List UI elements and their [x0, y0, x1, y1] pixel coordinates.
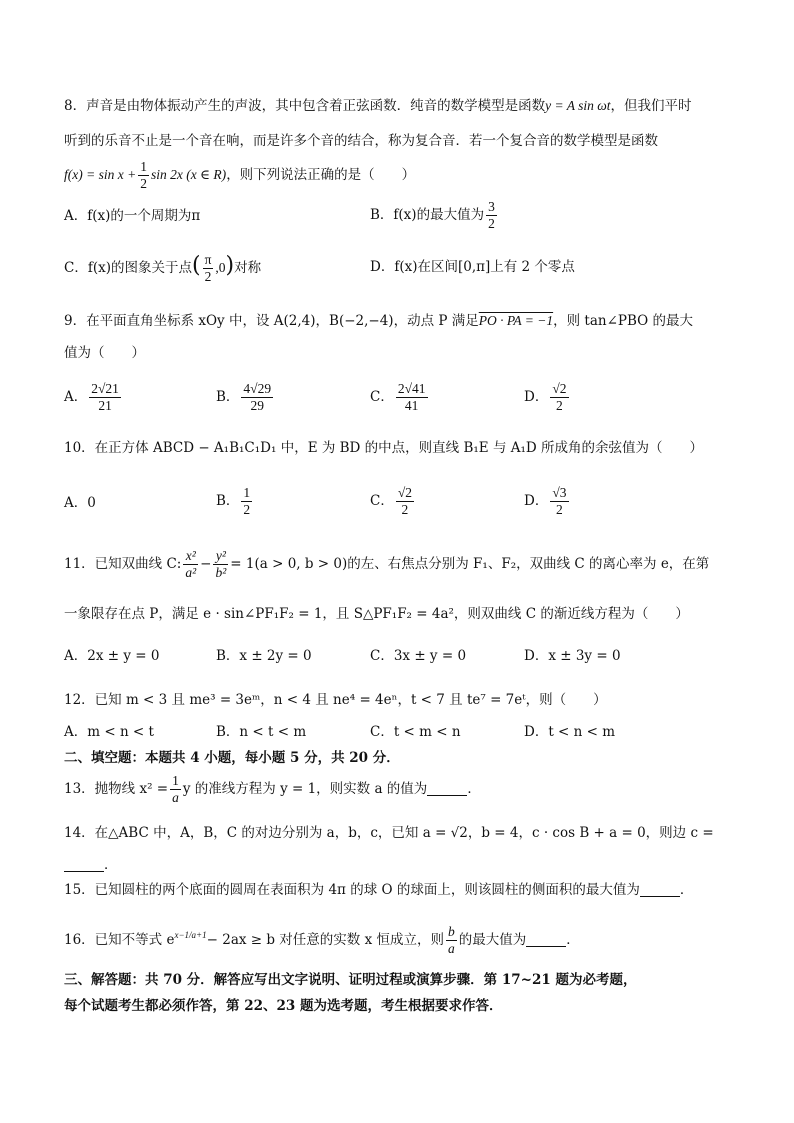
- q8-formula: y = A sin ωt: [545, 98, 611, 113]
- q9-option-a: A． $\frac{2√21}{21}$: [64, 381, 119, 413]
- q11-line2: 一象限存在点 P，满足 e · sin∠PF₁F₂ = 1，且 S△PF₁F₂ = 4a²，则双曲线 C 的渐近线方程为（ ）: [64, 606, 689, 622]
- q8-line1: 8．声音是由物体振动产生的声波，其中包含着正弦函数．纯音的数学模型是函数y = A sin ωt，但我们平时: [64, 98, 692, 114]
- q12-option-b: B．n < t < m: [216, 724, 307, 740]
- q12-option-d: D．t < n < m: [524, 724, 616, 740]
- answer-blank[interactable]: [427, 781, 467, 796]
- fraction: $\frac{1}{2}$: [140, 159, 147, 191]
- answer-blank[interactable]: [640, 882, 680, 897]
- q8-line2: 听到的乐音不止是一个音在响，而是许多个音的结合，称为复合音．若一个复合音的数学模型是函数: [64, 133, 658, 149]
- answer-blank[interactable]: [526, 932, 566, 947]
- q12-option-c: C．t < m < n: [370, 724, 461, 740]
- q14-line2: ．: [64, 855, 118, 875]
- q11-option-b: B．x ± 2y = 0: [216, 648, 312, 664]
- q14-line1: 14．在△ABC 中，A，B，C 的对边分别为 a，b，c，已知 a = √2，b = 4，c · cos B + a = 0，则边 c =: [64, 825, 714, 841]
- q9-option-b: B． $\frac{4√29}{29}$: [216, 381, 272, 413]
- section-3-heading-line2: 每个试题考生都必须作答，第 22、23 题为选考题，考生根据要求作答．: [64, 998, 503, 1014]
- q13-line: 13．抛物线 x² = $\frac{1}{a}$ y 的准线方程为 y = 1，则实数 a 的值为 ．: [64, 773, 481, 805]
- q12-line1: 12．已知 m < 3 且 me³ = 3eᵐ，n < 4 且 ne⁴ = 4eⁿ，t < 7 且 te⁷ = 7eᵗ，则（ ）: [64, 692, 607, 708]
- q9-option-c: C． $\frac{2√41}{41}$: [370, 381, 426, 413]
- section-3-heading-line1: 三、解答题：共 70 分．解答应写出文字说明、证明过程或演算步骤．第 17~21 题为必考题，: [64, 972, 637, 988]
- q10-option-b: B． $\frac{1}{2}$: [216, 485, 251, 517]
- q12-option-a: A．m < n < t: [64, 724, 154, 740]
- q10-option-d: D． $\frac{√3}{2}$: [524, 485, 567, 517]
- q8-line3: f(x) = sin x + $\frac{1}{2}$ sin 2x (x ∈ R)，则下列说法正确的是（ ）: [64, 159, 416, 191]
- section-2-heading: 二、填空题：本题共 4 小题，每小题 5 分，共 20 分．: [64, 750, 400, 766]
- q16-line: 16．已知不等式 $e^{x-1/a+1}- 2ax \ge b$ 对任意的实数 x 恒成立，则 $\frac{b}{a}$ 的最大值为 ．: [64, 924, 580, 956]
- answer-blank[interactable]: [64, 857, 104, 872]
- q9-option-d: D． $\frac{√2}{2}$: [524, 381, 567, 413]
- q10-option-a: A．0: [64, 495, 96, 511]
- q11-option-c: C．3x ± y = 0: [370, 648, 467, 664]
- q8-option-a: A．f(x)的一个周期为π: [64, 208, 201, 224]
- q11-line1: 11．已知双曲线 C: $\frac{\text{x²}}{\text{a²}}$ − $\frac{\text{y²}}{\text{b²}}$ = 1(a > 0, b > 0)的左、右焦点分别为 F₁、F₂，双曲线 C 的离心率为 e，在第: [64, 548, 710, 580]
- q9-line2: 值为（ ）: [64, 345, 145, 361]
- q10-option-c: C． $\frac{√2}{2}$: [370, 485, 413, 517]
- q15-line: 15．已知圆柱的两个底面的圆周在表面积为 4π 的球 O 的球面上，则该圆柱的侧面积的最大值为 ．: [64, 882, 694, 898]
- q11-option-d: D．x ± 3y = 0: [524, 648, 621, 664]
- q11-option-a: A．2x ± y = 0: [64, 648, 160, 664]
- q8-option-b: B．f(x)的最大值为 $\frac{3}{2}$: [370, 199, 495, 231]
- q8-option-d: D．f(x)在区间[0,π]上有 2 个零点: [370, 259, 575, 275]
- q10-line1: 10．在正方体 ABCD − A₁B₁C₁D₁ 中，E 为 BD 的中点，则直线 B₁E 与 A₁D 所成角的余弦值为（ ）: [64, 440, 704, 456]
- q9-line1: 9．在平面直角坐标系 xOy 中，设 A(2,4)，B(−2,−4)，动点 P 满足PO · PA = −1，则 tan∠PBO 的最大: [64, 313, 693, 329]
- q8-option-c: C．f(x)的图象关于点( $\frac{\pi}{2}$ ,0)对称: [64, 252, 262, 284]
